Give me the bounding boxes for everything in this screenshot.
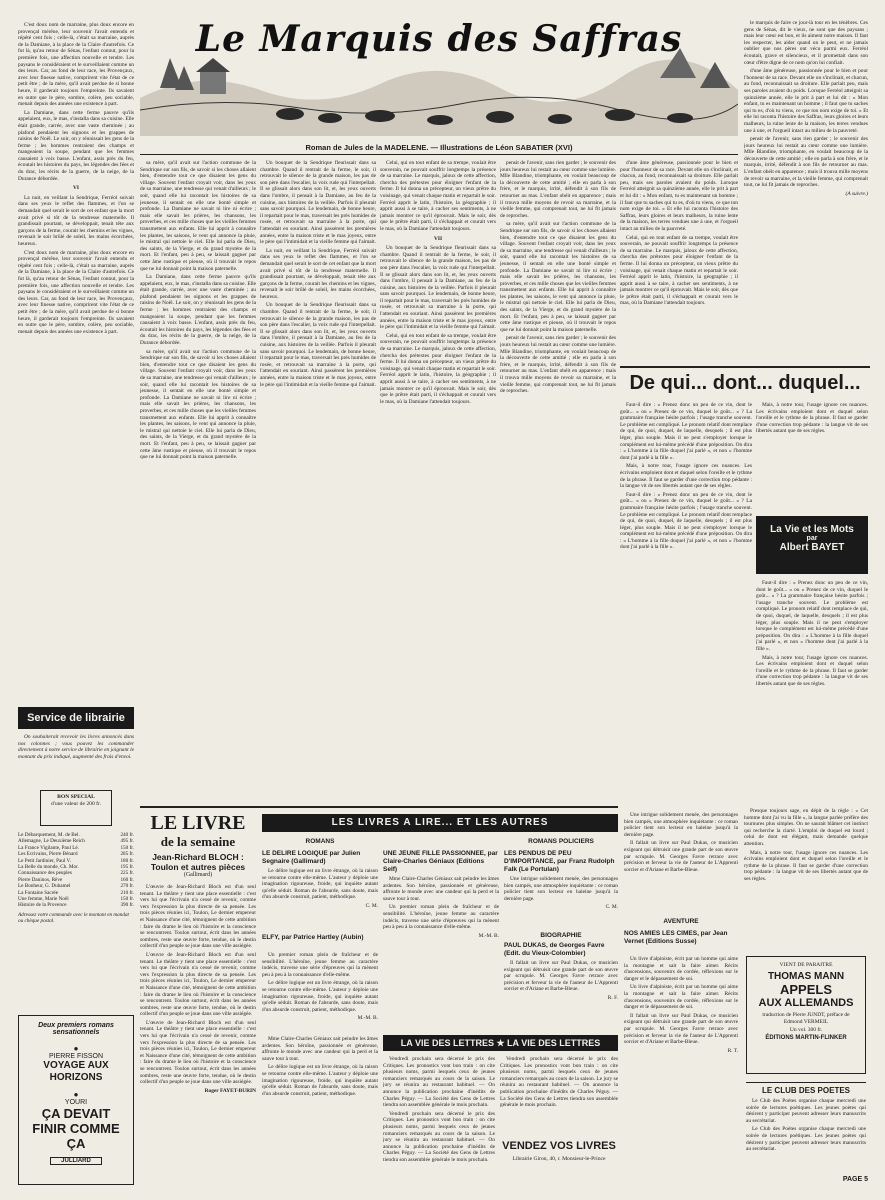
bon-subtitle: d'une valeur de 200 fr.	[51, 801, 101, 807]
serial-byline: Roman de Jules de la MADELENE. — Illustrations de Léon SABATIER (XVI)	[305, 143, 573, 152]
vie-lettres-paragraph: Vendredi prochain sera décerné le prix des Critiques. Les pronostics vont bon train : on cite plusieurs noms, parmi lesquels ceux de jeunes romanciers remarqués au cours de la saison. Le jury se réunira au restaurant habituel. — On annonce la publication prochaine d'inédits de Charles Péguy. — La Société des Gens de Lettres tiendra son assemblée générale le mois prochain.	[383, 1110, 495, 1163]
serial-paragraph: Celui, qui en tout enfant de sa trempe, voulait être souverain, ne pouvait souffrir longtemps la présence de sa marraine. Le marquis, jaloux de cette affection, chercha des prétextes pour éloigner l'enfant de la ferme. Il lui donna un précepteur, un vieux prêtre du voisinage, qui venait chaque matin et repartait le soir. Ferréol apprit le latin, l'histoire, la géographie ; il apprit aussi à se taire, à cacher ses sentiments, à ne jamais montrer ce qu'il éprouvait. Mais le soir, dès que le prêtre était parti, il s'échappait et courait vers le mas, où la Damiane l'attendait toujours.	[380, 332, 496, 405]
serial-paragraph: Celui, qui en tout enfant de sa trempe, voulait être souverain, ne pouvait souffrir longtemps la présence de sa marraine. Le marquis, jaloux de cette affection, chercha des prétextes pour éloigner l'enfant de la ferme. Il lui donna un précepteur, un vieux prêtre du voisinage, qui venait chaque matin et repartait le soir. Ferréol apprit le latin, l'histoire, la géographie ; il apprit aussi à se taire, à cacher ses sentiments, à ne jamais montrer ce qu'il éprouvait. Mais le soir, dès que le prêtre était parti, il s'échappait et courait vers le mas, où la Damiane l'attendait toujours.	[380, 160, 496, 232]
review-signature: C. M.	[605, 904, 618, 911]
book-title: Le Bonheur, G. Duhamel	[18, 883, 71, 890]
dequi-box-line: par	[806, 535, 818, 542]
livres-banner: LES LIVRES A LIRE... ET LES AUTRES	[262, 814, 618, 832]
serial-column-6	[620, 160, 738, 360]
serial-column-3	[260, 160, 376, 790]
serial-title: Le Marquis des Saffras	[195, 18, 683, 60]
review-paragraph: Mme Claire-Charles Géniaux sait peindre les âmes ardentes. Son héroïne, passionnée et généreuse, affronte le monde avec une candeur qui la perd et la sauve tour à tour.	[262, 1036, 378, 1062]
romans-heading: ROMANS	[305, 838, 335, 845]
serial-column-4	[380, 160, 496, 790]
club-paragraph: Le Club des Poètes organise chaque mercredi une soirée de lectures poétiques. Les jeunes poètes qui désirent y participer peuvent adresser leurs manuscrits au secrétariat.	[746, 1126, 866, 1153]
book-price: 285 fr.	[120, 851, 134, 858]
dequi-paragraph: Faut-il dire : « Prenez donc un peu de ce vin, dont le goût... » ou « Prenez de ce vin, duquel le goût... » ? La grammaire française hésite parfois ; l'usage tranche souvent. Le problème est compliqué. Le pronom relatif dont remplace de qui, de quoi, duquel, de laquelle, desquels ; il est plus léger, plus souple. Mais il ne peut s'employer lorsque le complément est lui-même précédé d'une préposition. On dira : « L'homme à la fille duquel j'ai parlé », et non « l'homme dont j'ai parlé à la fille ».	[620, 402, 752, 461]
review-signature: M.-M. B.	[478, 932, 499, 939]
review-paragraph: Un livre d'alpiniste, écrit par un homme qui aime la montagne et sait la faire aimer. Récits d'ascensions, souvenirs de cordée, réflexions sur le danger et le dépassement de soi.	[624, 956, 738, 982]
dequi-box-author: Albert BAYET	[779, 542, 845, 553]
ad-kicker: VIENT DE PARAITRE	[779, 962, 833, 968]
review-title: LES PENDUS DE PEU D'IMPORTANCE, par Franz Rudolph Falk (Le Portulan)	[504, 850, 615, 873]
book-title: Histoire de la Provence	[18, 902, 67, 909]
vie-lettres-col-2	[500, 1056, 618, 1136]
livre-paragraph: L'œuvre de Jean-Richard Bloch est d'un seul tenant. Le théâtre y tient une place essentielle : c'est vers lui que l'écrivain n'a cessé de revenir, comme vers l'expression la plus directe de sa pensée. Les trois pièces réunies ici, Toulon, Le dernier empereur et Naissance d'une cité, témoignent de cette ambition : faire du drame le lieu où l'histoire et la conscience se rencontrent. Toulon surtout, écrit dans les années sombres, reste une œuvre forte, tendue, où le destin collectif d'un peuple se joue dans une ville assiégée.	[140, 884, 256, 950]
policiers-continued	[624, 812, 738, 912]
book-price: 495 fr.	[120, 838, 134, 845]
serial-paragraph: pensit de l'avenir, sans rien garder ; le souvenir des jours heureux lui restait au cœur comme une lumière. Mlle Blandine, triomphante, en voulait beaucoup de la découverte de cette amitié ; elle en parla à son frère, et le marquis, irrité, défendit à son fils de retourner au mas. L'enfant obéit en apparence ; mais il trouva mille moyens de revoir sa marraine, et la vieille femme, qui comprenait tout, ne lui fit jamais de reproches.	[500, 335, 616, 395]
biographie-heading: BIOGRAPHIE	[540, 932, 582, 939]
promo-box[interactable]	[18, 1015, 134, 1185]
serial-column-7	[744, 20, 868, 360]
section-number: VII	[433, 235, 443, 242]
vie-lettres-banner: LA VIE DES LETTRES ★ LA VIE DES LETTRES	[383, 1035, 618, 1051]
book-price: 225 fr.	[120, 870, 134, 877]
serial-column-1	[18, 22, 134, 662]
to-be-continued: (A suivre.)	[845, 190, 868, 197]
book-price: 240 fr.	[120, 832, 134, 838]
promo-line: Deux premiers romans	[38, 1022, 114, 1029]
promo-book-title: ÇA DEVAIT FINIR COMME ÇA	[32, 1106, 120, 1151]
service-title: Service de librairie	[18, 707, 134, 729]
review-paragraph: Un livre d'alpiniste, écrit par un homme qui aime la montagne et sait la faire aimer. Récits d'ascensions, souvenirs de cordée, réflexions sur le danger et le dépassement de soi.	[624, 984, 738, 1011]
divider	[140, 806, 618, 808]
page-number: PAGE 5	[842, 1176, 868, 1183]
roman-continued	[262, 1036, 378, 1180]
review-signature: R. F.	[607, 994, 618, 1001]
divider	[746, 1082, 866, 1083]
dequi-column-1	[620, 402, 752, 802]
vendez-heading: VENDEZ VOS LIVRES	[502, 1140, 616, 1152]
serial-paragraph: le marquis de faire ce jour-là tour en les ténèbres. Ces gens de Sénas, dit le vieux, ne sont que des paysans ; mais leur cœur est bon, et ils aiment notre maison. Il faut les respecter, les aider quand on le peut, et ne jamais oublier que nos pères ont vécu parmi eux. Ferréol écoutait, grave et silencieux, et il promettait dans son cœur d'être digne de ce nom qu'on lui confiait.	[744, 20, 868, 66]
divider	[140, 154, 738, 155]
serial-paragraph: sa mère, qu'il avait sur l'action commune de la Sendrique sur son fils, de savoir si les choses allaient bien, d'entendre tout ce que disaient les gens du village. Souvent l'enfant croyait voir, dans les yeux de sa marraine, une tendresse qui venait d'ailleurs ; le soir, quand elle lui racontait les histoires de sa jeunesse, il sentait en elle une bonté simple et profonde. La Damiane ne savait ni lire ni écrire ; mais elle savait les prières, les chansons, les proverbes, et ces mille choses que les vieilles femmes transmettent aux enfants. Elle lui apprit à connaître les plantes, les saisons, le vent qui annonce la pluie, le mistral qui nettoie le ciel. Elle lui parla de Dieu, des saints, de la Vierge, et du grand mystère de la mort. Et l'enfant, peu à peu, se laissait gagner par cette âme rustique et pieuse, où il trouvait le repos que ne lui donnait point la maison paternelle.	[500, 221, 616, 333]
club-paragraph: Le Club des Poètes organise chaque mercredi une soirée de lectures poétiques. Les jeunes poètes qui désirent y participer peuvent adresser leurs manuscrits au secrétariat.	[746, 1098, 866, 1124]
book-title: La France Vigilante, Paul Lé.	[18, 844, 79, 851]
promo-book-title: VOYAGE AUX HORIZONS	[43, 1060, 109, 1083]
book-title: Allemagne, Le Deuxième Reich	[18, 838, 85, 845]
livre-paragraph: L'œuvre de Jean-Richard Bloch est d'un seul tenant. Le théâtre y tient une place essentielle : c'est vers lui que l'écrivain n'a cessé de revenir, comme vers l'expression la plus directe de sa pensée. Les trois pièces réunies ici, Toulon, Le dernier empereur et Naissance d'une cité, témoignent de cette ambition : faire du drame le lieu où l'histoire et la conscience se rencontrent. Toulon surtout, écrit dans les années sombres, reste une œuvre forte, tendue, où le destin collectif d'un peuple se joue dans une ville assiégée.	[140, 951, 256, 1018]
review-title: ELFY, par Patrice Hartley (Aubin)	[262, 934, 364, 941]
serial-paragraph: pensit de l'avenir, sans rien garder ; le souvenir des jours heureux lui restait au cœur comme une lumière. Mlle Blandine, triomphante, en voulait beaucoup de la découverte de cette amitié ; elle en parla à son frère, et le marquis, irrité, défendit à son fils de retourner au mas. L'enfant obéit en apparence ; mais il trouva mille moyens de revoir sa marraine, et la vieille femme, qui comprenait tout, ne lui fit jamais de reproches.	[744, 136, 868, 189]
serial-banner	[140, 18, 738, 136]
livre-author: Jean-Richard BLOCH :	[152, 852, 244, 862]
ad-title: APPELS	[779, 982, 832, 997]
service-paragraph: On souhaiterait recevoir les livres annoncés dans nos colonnes ; vous pouvez les commander directement à notre service de librairie en joignant le montant du prix indiqué, augmenté des frais d'envoi.	[18, 734, 134, 760]
vie-lettres-paragraph: Vendredi prochain sera décerné le prix des Critiques. Les pronostics vont bon train : on cite plusieurs noms, parmi lesquels ceux de jeunes romanciers remarqués au cours de la saison. Le jury se réunira au restaurant habituel. — On annonce la publication prochaine d'inédits de Charles Péguy. — La Société des Gens de Lettres tiendra son assemblée générale le mois prochain.	[500, 1056, 618, 1109]
serial-paragraph: C'est doux nom de marraine, plus doux encore en provençal mérêne, leur souvenir l'avait entendu et répété cent fois ; celle-là, c'était sa marraine, auprès de la Damiane, à la place de la Claire d'autrefois. Ce fut là, qu'au retour de Sénas, l'enfant connut, pour la première fois, une affection nouvelle et tendre. Les paysans le considéraient et le surveillaient comme un des leurs. Car, au fond de leur race, les Provençaux, avec leur finesse native, comprirent vite l'état de ce petit être ; de la mère, qu'il avait perdue de si bonne heure, il garderait toujours l'empreinte. Ils savaient en outre que le père, sombre, colère, peu sociable, menait depuis des années une existence à part.	[18, 249, 134, 335]
serial-paragraph: Celui, qui en tout enfant de sa trempe, voulait être souverain, ne pouvait souffrir longtemps la présence de sa marraine. Le marquis, jaloux de cette affection, chercha des prétextes pour éloigner l'enfant de la ferme. Il lui donna un précepteur, un vieux prêtre du voisinage, qui venait chaque matin et repartait le soir. Ferréol apprit le latin, l'histoire, la géographie ; il apprit aussi à se taire, à cacher ses sentiments, à ne jamais montrer ce qu'il éprouvait. Mais le soir, dès que le prêtre était parti, il s'échappait et courait vers le mas, où la Damiane l'attendait toujours.	[620, 234, 738, 307]
review-paragraph: Une intrigue solidement menée, des personnages bien campés, une atmosphère inquiétante : ce roman policier tient son lecteur en haleine jusqu'à la dernière page.	[624, 812, 738, 838]
serial-paragraph: C'est doux nom de marraine, plus doux encore en provençal mérêne, leur souvenir l'avait entendu et répété cent fois ; celle-là, c'était sa marraine, auprès de la Damiane, à la place de la Claire d'autrefois. Ce fut là, qu'au retour de Sénas, l'enfant connut, pour la première fois, une affection nouvelle et tendre. Les paysans le considéraient et le surveillaient comme un des leurs. Car, au fond de leur race, les Provençaux, avec leur finesse native, comprirent vite l'état de ce petit être ; de la mère, qu'il avait perdue de si bonne heure, il garderait toujours l'empreinte. Ils savaient en outre que le père, sombre, colère, peu sociable, menait depuis des années une existence à part.	[18, 22, 134, 108]
vendez-address: Librairie Giron, 40, r. Monsieur-le-Prince	[512, 1156, 606, 1162]
promo-line: sensationnels	[52, 1029, 100, 1036]
service-intro	[18, 734, 134, 784]
vie-lettres-col-1	[383, 1056, 495, 1180]
livre-paragraph: L'œuvre de Jean-Richard Bloch est d'un seul tenant. Le théâtre y tient une place essentielle : c'est vers lui que l'écrivain n'a cessé de revenir, comme vers l'expression la plus directe de sa pensée. Les trois pièces réunies ici, Toulon, Le dernier empereur et Naissance d'une cité, témoignent de cette ambition : faire du drame le lieu où l'histoire et la conscience se rencontrent. Toulon surtout, écrit dans les années sombres, reste une œuvre forte, tendue, où le destin collectif d'un peuple se joue dans une ville assiégée.	[140, 1019, 256, 1086]
book-price: 195 fr.	[120, 864, 134, 871]
livre-title: Toulon et autres pièces	[150, 862, 246, 872]
section-number: VI	[73, 185, 79, 192]
serial-paragraph: pensit de l'avenir, sans rien garder ; le souvenir des jours heureux lui restait au cœur comme une lumière. Mlle Blandine, triomphante, en voulait beaucoup de la découverte de cette amitié ; elle en parla à son frère, et le marquis, irrité, défendit à son fils de retourner au mas. L'enfant obéit en apparence ; mais il trouva mille moyens de revoir sa marraine, et la vieille femme, qui comprenait tout, ne lui fit jamais de reproches.	[500, 160, 616, 219]
review-body	[262, 952, 378, 1032]
dequi-column-2-top	[756, 402, 868, 512]
serial-paragraph: d'une âme généreuse, passionnée pour le bien et pour l'honneur de sa race. Devant elle on s'inclinait, et chacun, au fond, reconnaissait sa droiture. Elle parlait peu, mais ses paroles avaient du poids. Lorsque Ferréol atteignit sa quinzième année, elle le prit à part et lui dit : « Mon enfant, tu es maintenant un homme ; il faut que tu saches qui tu es, d'où tu viens, ce que ton nom exige de toi. » Et elle lui raconta l'histoire des Saffras, leurs gloires et leurs malheurs, la ruine lente de la maison, les terres vendues une à une, et l'orgueil intact au milieu de la pauvreté.	[744, 68, 868, 134]
review-paragraph: Un premier roman plein de fraîcheur et de sensibilité. L'héroïne, jeune femme au caractère indécis, traverse une série d'épreuves qui la mènent peu à peu à la connaissance d'elle-même.	[262, 952, 378, 978]
service-book-list	[18, 832, 134, 925]
review-paragraph: Le délire logique est un livre étrange, où la raison se retourne contre elle-même. L'auteur y déploie une imagination rigoureuse, froide, qui inquiète autant qu'elle séduit. Roman de l'absurde, sans doute, mais d'un absurde construit, patient, méthodique.	[262, 868, 378, 901]
book-price: 210 fr.	[120, 889, 134, 896]
promo-bullet: ●	[73, 1090, 79, 1099]
livre-body	[140, 884, 256, 1180]
dequi-column-2	[756, 580, 868, 802]
dequi-paragraph: Faut-il dire : « Prenez donc un peu de ce vin, dont le goût... » ou « Prenez de ce vin, duquel le goût... » ? La grammaire française hésite parfois ; l'usage tranche souvent. Le problème est compliqué. Le pronom relatif dont remplace de qui, de quoi, duquel, de laquelle, desquels ; il est plus léger, plus souple. Mais il ne peut s'employer lorsque le complément est lui-même précédé d'une préposition. On dira : « L'homme à la fille duquel j'ai parlé », et non « l'homme dont j'ai parlé à la fille ».	[620, 491, 752, 551]
club-body	[746, 1098, 866, 1172]
review-paragraph: Mme Claire-Charles Géniaux sait peindre les âmes ardentes. Son héroïne, passionnée et généreuse, affronte le monde avec une candeur qui la perd et la sauve tour à tour.	[383, 876, 499, 902]
review-paragraph: Le délire logique est un livre étrange, où la raison se retourne contre elle-même. L'auteur y déploie une imagination rigoureuse, froide, qui inquiète autant qu'elle séduit. Roman de l'absurde, sans doute, mais d'un absurde construit, patient, méthodique.	[262, 1064, 378, 1097]
serial-column-5	[500, 160, 616, 790]
service-book-row[interactable]	[18, 902, 134, 908]
right-paragraph: Mais, à notre tour, l'usage ignore ces nuances. Les écrivains emploient dont et duquel selon l'oreille et le rythme de la phrase. Il faut se garder d'une correction trop pédante : la langue vit de ses libertés autant que de ses règles.	[744, 849, 868, 882]
review-signature: M.-M. B.	[357, 1015, 378, 1022]
review-body	[262, 868, 378, 930]
serial-paragraph: sa mère, qu'il avait sur l'action commune de la Sendrique sur son fils, de savoir si les choses allaient bien, d'entendre tout ce que disaient les gens du village. Souvent l'enfant croyait voir, dans les yeux de sa marraine, une tendresse qui venait d'ailleurs ; le soir, quand elle lui racontait les histoires de sa jeunesse, il sentait en elle une bonté simple et profonde. La Damiane ne savait ni lire ni écrire ; mais elle savait les prières, les chansons, les proverbes, et ces mille choses que les vieilles femmes transmettent aux enfants. Elle lui apprit à connaître les plantes, les saisons, le vent qui annonce la pluie, le mistral qui nettoie le ciel. Elle lui parla de Dieu, des saints, de la Vierge, et du grand mystère de la mort. Et l'enfant, peu à peu, se laissait gagner par cette âme rustique et pieuse, où il trouvait le repos que ne lui donnait point la maison paternelle.	[140, 348, 256, 461]
review-signature: C. M.	[365, 902, 378, 909]
book-price: 150 fr.	[120, 844, 134, 851]
book-title: Les Ecrivains, Pierre Bénard	[18, 851, 78, 858]
book-title: La Fontaine Sacrée	[18, 889, 59, 896]
review-body	[504, 876, 618, 928]
livre-signature: Roger FAYET-BURIN	[204, 1087, 256, 1094]
book-price: 160 fr.	[120, 876, 134, 883]
book-price: 150 fr.	[120, 896, 134, 903]
serial-paragraph: La Damiane, dans cette ferme pauvre qu'ils appelaient, eux, le mas, s'installa dans sa cuisine. Elle était grande, carrée, avec une vaste cheminée ; au plafond pendaient les oignons et les grappes de raisins de Noël. Le soir, on y réunissait les gens de la ferme ; les hommes rentraient des champs et mangeaient la soupe, pendant que les femmes causaient à voix basse. L'enfant, assis près du feu, écoutait les histoires du pays, les légendes des fées et du drac, les récits de la guerre, de la neige, de la Durance débordée.	[18, 109, 134, 182]
promo-bullet: ●	[73, 1044, 79, 1053]
promo-publisher: JULLIARD	[50, 1157, 102, 1165]
ad-author: THOMAS MANN	[767, 971, 845, 982]
dequi-title: De qui... dont... duquel...	[629, 372, 861, 394]
review-body	[383, 876, 499, 1026]
book-title: Le Petit Jardinier, Paul V.	[18, 857, 71, 864]
serial-paragraph: d'une âme généreuse, passionnée pour le bien et pour l'honneur de sa race. Devant elle on s'inclinait, et chacun, au fond, reconnaissait sa droiture. Elle parlait peu, mais ses paroles avaient du poids. Lorsque Ferréol atteignit sa quinzième année, elle le prit à part et lui dit : « Mon enfant, tu es maintenant un homme ; il faut que tu saches qui tu es, d'où tu viens, ce que ton nom exige de toi. » Et elle lui raconta l'histoire des Saffras, leurs gloires et leurs malheurs, la ruine lente de la maison, les terres vendues une à une, et l'orgueil intact au milieu de la pauvreté.	[620, 160, 738, 232]
service-footer: Adressez votre commande avec le montant en mandat ou chèque postal.	[18, 911, 129, 925]
bon-special-box[interactable]	[40, 790, 112, 826]
book-price: 390 fr.	[120, 902, 134, 909]
thomas-mann-ad[interactable]	[746, 956, 866, 1074]
livre-header	[140, 812, 256, 878]
dequi-author-box	[756, 516, 868, 574]
review-paragraph: Une intrigue solidement menée, des personnages bien campés, une atmosphère inquiétante : ce roman policier tient son lecteur en haleine jusqu'à la dernière page.	[504, 876, 618, 902]
serial-paragraph: Un bouquet de la Sendrique fleurissait dans sa chambre. Quand il rentrait de la ferme, le soir, il retrouvait le silence de la grande maison, les pas de son père dans l'escalier, la voix rude qui l'interpellait. Il se glissait alors dans son lit, et, les yeux ouverts dans l'ombre, il pensait à la Damiane, au feu de la cuisine, aux histoires de la veillée. Parfois il pleurait sans savoir pourquoi. Le lendemain, de bonne heure, il repartait pour le mas, traversait les prés humides de rosée, et retrouvait sa marraine à la porte, qui l'attendait en souriant. Ainsi passèrent les premières années, entre la maison triste et le mas joyeux, entre le père qui l'intimidait et la vieille femme qui l'aimait.	[380, 245, 496, 331]
serial-paragraph: sa mère, qu'il avait sur l'action commune de la Sendrique sur son fils, de savoir si les choses allaient bien, d'entendre tout ce que disaient les gens du village. Souvent l'enfant croyait voir, dans les yeux de sa marraine, une tendresse qui venait d'ailleurs ; le soir, quand elle lui racontait les histoires de sa jeunesse, il sentait en elle une bonté simple et profonde. La Damiane ne savait ni lire ni écrire ; mais elle savait les prières, les chansons, les proverbes, et ces mille choses que les vieilles femmes transmettent aux enfants. Elle lui apprit à connaître les plantes, les saisons, le vent qui annonce la pluie, le mistral qui nettoie le ciel. Elle lui parla de Dieu, des saints, de la Vierge, et du grand mystère de la mort. Et l'enfant, peu à peu, se laissait gagner par cette âme rustique et pieuse, où il trouvait le repos que ne lui donnait point la maison paternelle.	[140, 160, 256, 272]
book-title: La Belle du monde, Ch. Mor.	[18, 864, 79, 871]
review-body	[624, 956, 738, 1182]
book-title: Pierre Daninos, Rêve	[18, 876, 63, 883]
promo-author: PIERRE FISSON	[48, 1053, 104, 1060]
livre-kicker: LE LIVRE	[150, 812, 246, 834]
review-title: NOS AMIES LES CIMES, par Jean Vernet (Editions Susse)	[624, 930, 728, 945]
aventure-heading: AVENTURE	[663, 918, 699, 925]
dequi-paragraph: Faut-il dire : « Prenez donc un peu de ce vin, dont le goût... » ou « Prenez de ce vin, duquel le goût... » ? La grammaire française hésite parfois ; l'usage tranche souvent. Le problème est compliqué. Le pronom relatif dont remplace de qui, de quoi, duquel, de laquelle, desquels ; il est plus léger, plus souple. Mais il ne peut s'employer lorsque le complément est lui-même précédé d'une préposition. On dira : « L'homme à la fille duquel j'ai parlé », et non « l'homme dont j'ai parlé à la fille ».	[756, 580, 868, 652]
serial-paragraph: Un bouquet de la Sendrique fleurissait dans sa chambre. Quand il rentrait de la ferme, le soir, il retrouvait le silence de la grande maison, les pas de son père dans l'escalier, la voix rude qui l'interpellait. Il se glissait alors dans son lit, et, les yeux ouverts dans l'ombre, il pensait à la Damiane, au feu de la cuisine, aux histoires de la veillée. Parfois il pleurait sans savoir pourquoi. Le lendemain, de bonne heure, il repartait pour le mas, traversait les prés humides de rosée, et retrouvait sa marraine à la porte, qui l'attendait en souriant. Ainsi passèrent les premières années, entre la maison triste et le mas joyeux, entre le père qui l'intimidait et la vieille femme qui l'aimait.	[260, 302, 376, 388]
dequi-box-line: La Vie et les Mots	[770, 524, 854, 535]
serial-paragraph: La Damiane, dans cette ferme pauvre qu'ils appelaient, eux, le mas, s'installa dans sa cuisine. Elle était grande, carrée, avec une vaste cheminée ; au plafond pendaient les oignons et les grappes de raisins de Noël. Le soir, on y réunissait les gens de la ferme ; les hommes rentraient des champs et mangeaient la soupe, pendant que les femmes causaient à voix basse. L'enfant, assis près du feu, écoutait les histoires du pays, les légendes des fées et du drac, les récits de la guerre, de la neige, de la Durance débordée.	[140, 274, 256, 347]
serial-paragraph: La nuit, en veillant la Sendrique, Ferréol suivait dans ses yeux le reflet des flammes, et l'on se demandait quel serait le sort de cet enfant que la mort avait privé si tôt de la tendresse maternelle. Il grandissait pourtant, se développait, tenait tête aux garçons de la ferme, courait les chemins et les vignes, revenait le soir brûlé de soleil, les mains écorchées, heureux.	[260, 247, 376, 300]
book-title: Connaissance des peuples	[18, 870, 72, 877]
book-price: 270 fr.	[120, 883, 134, 890]
dequi-paragraph: Mais, à notre tour, l'usage ignore ces nuances. Les écrivains emploient dont et duquel selon l'oreille et le rythme de la phrase. Il faut se garder d'une correction trop pédante : la langue vit de ses libertés autant que de ses règles.	[620, 463, 752, 490]
ad-meta: traduction de Pierre JUNDT, préface de Edmond VERMEIL	[762, 1012, 850, 1025]
serial-paragraph: Un bouquet de la Sendrique fleurissait dans sa chambre. Quand il rentrait de la ferme, le soir, il retrouvait le silence de la grande maison, les pas de son père dans l'escalier, la voix rude qui l'interpellait. Il se glissait alors dans son lit, et, les yeux ouverts dans l'ombre, il pensait à la Damiane, au feu de la cuisine, aux histoires de la veillée. Parfois il pleurait sans savoir pourquoi. Le lendemain, de bonne heure, il repartait pour le mas, traversait les prés humides de rosée, et retrouvait sa marraine à la porte, qui l'attendait en souriant. Ainsi passèrent les premières années, entre la maison triste et le mas joyeux, entre le père qui l'intimidait et la vieille femme qui l'aimait.	[260, 160, 376, 246]
review-title: UNE JEUNE FILLE PASSIONNEE, par Claire-Charles Géniaux (Editions Self)	[383, 850, 498, 873]
book-title: Le Débarquement, M. de Bel.	[18, 832, 80, 838]
livre-publisher: (Gallimard)	[183, 872, 213, 878]
ad-price: Un vol. 300 fr.	[789, 1027, 823, 1033]
bon-title: BON SPECIAL	[57, 794, 95, 800]
dequi-paragraph: Mais, à notre tour, l'usage ignore ces nuances. Les écrivains emploient dont et duquel selon l'oreille et le rythme de la phrase. Il faut se garder d'une correction trop pédante : la langue vit de ses libertés autant que de ses règles.	[756, 654, 868, 687]
review-paragraph: Il fallait un livre sur Paul Dukas, ce musicien exigeant qui détruisit une grande part de son œuvre par scrupule. M. Georges Favre retrace avec précision et ferveur la vie de l'auteur de L'Apprenti sorcier et d'Ariane et Barbe-Bleue.	[624, 1012, 738, 1046]
right-paragraph: Presque toujours sage, en dépit de la règle : « Cet homme dont j'ai vu la fille », la langue parlée préfère des tournures plus simples. On ne saurait blâmer cet instinct qui recherche la clarté. L'emploi de duquel est lourd ; celui de dont est élégant, mais demande quelque attention.	[744, 808, 868, 847]
review-signature: R. T.	[727, 1047, 738, 1054]
review-paragraph: Il fallait un livre sur Paul Dukas, ce musicien exigeant qui détruisit une grande part de son œuvre par scrupule. M. Georges Favre retrace avec précision et ferveur la vie de l'auteur de L'Apprenti sorcier et d'Ariane et Barbe-Bleue.	[624, 840, 738, 873]
serial-paragraph: La nuit, en veillant la Sendrique, Ferréol suivait dans ses yeux le reflet des flammes, et l'on se demandait quel serait le sort de cet enfant que la mort avait privé si tôt de la tendresse maternelle. Il grandissait pourtant, se développait, tenait tête aux garçons de la ferme, courait les chemins et les vignes, revenait le soir brûlé de soleil, les mains écorchées, heureux.	[18, 194, 134, 247]
book-price: 180 fr.	[120, 857, 134, 864]
review-title: PAUL DUKAS, de Georges Favre (Edit. du Vieux-Colombier)	[504, 942, 605, 957]
vie-lettres-paragraph: Vendredi prochain sera décerné le prix des Critiques. Les pronostics vont bon train : on cite plusieurs noms, parmi lesquels ceux de jeunes romanciers remarqués au cours de la saison. Le jury se réunira au restaurant habituel. — On annonce la publication prochaine d'inédits de Charles Péguy. — La Société des Gens de Lettres tiendra son assemblée générale le mois prochain.	[383, 1056, 495, 1109]
club-heading: LE CLUB DES POETES	[761, 1086, 850, 1095]
review-title: LE DELIRE LOGIQUE par Julien Segnaire (Gallimard)	[262, 850, 361, 865]
book-title: Une femme, Marie Noël	[18, 896, 69, 903]
divider	[620, 366, 870, 368]
ad-title: AUX ALLEMANDS	[758, 997, 854, 1009]
review-paragraph: Le délire logique est un livre étrange, où la raison se retourne contre elle-même. L'auteur y déploie une imagination rigoureuse, froide, qui inquiète autant qu'elle séduit. Roman de l'absurde, sans doute, mais d'un absurde construit, patient, méthodique.	[262, 980, 378, 1013]
review-body	[504, 960, 618, 1030]
promo-author: YOURI	[64, 1099, 88, 1106]
serial-column-2	[140, 160, 256, 790]
ad-publisher: ÉDITIONS MARTIN-FLINKER	[765, 1035, 847, 1041]
review-paragraph: Un premier roman plein de fraîcheur et de sensibilité. L'héroïne, jeune femme au caractère indécis, traverse une série d'épreuves qui la mènent peu à peu à la connaissance d'elle-même.	[383, 904, 499, 931]
right-article	[744, 808, 868, 950]
dequi-paragraph: Mais, à notre tour, l'usage ignore ces nuances. Les écrivains emploient dont et duquel selon l'oreille et le rythme de la phrase. Il faut se garder d'une correction trop pédante : la langue vit de ses libertés autant que de ses règles.	[756, 402, 868, 435]
review-paragraph: Il fallait un livre sur Paul Dukas, ce musicien exigeant qui détruisit une grande part de son œuvre par scrupule. M. Georges Favre retrace avec précision et ferveur la vie de l'auteur de L'Apprenti sorcier et d'Ariane et Barbe-Bleue.	[504, 960, 618, 993]
policiers-heading: ROMANS POLICIERS	[528, 838, 594, 845]
livre-kicker-2: de la semaine	[160, 834, 236, 849]
